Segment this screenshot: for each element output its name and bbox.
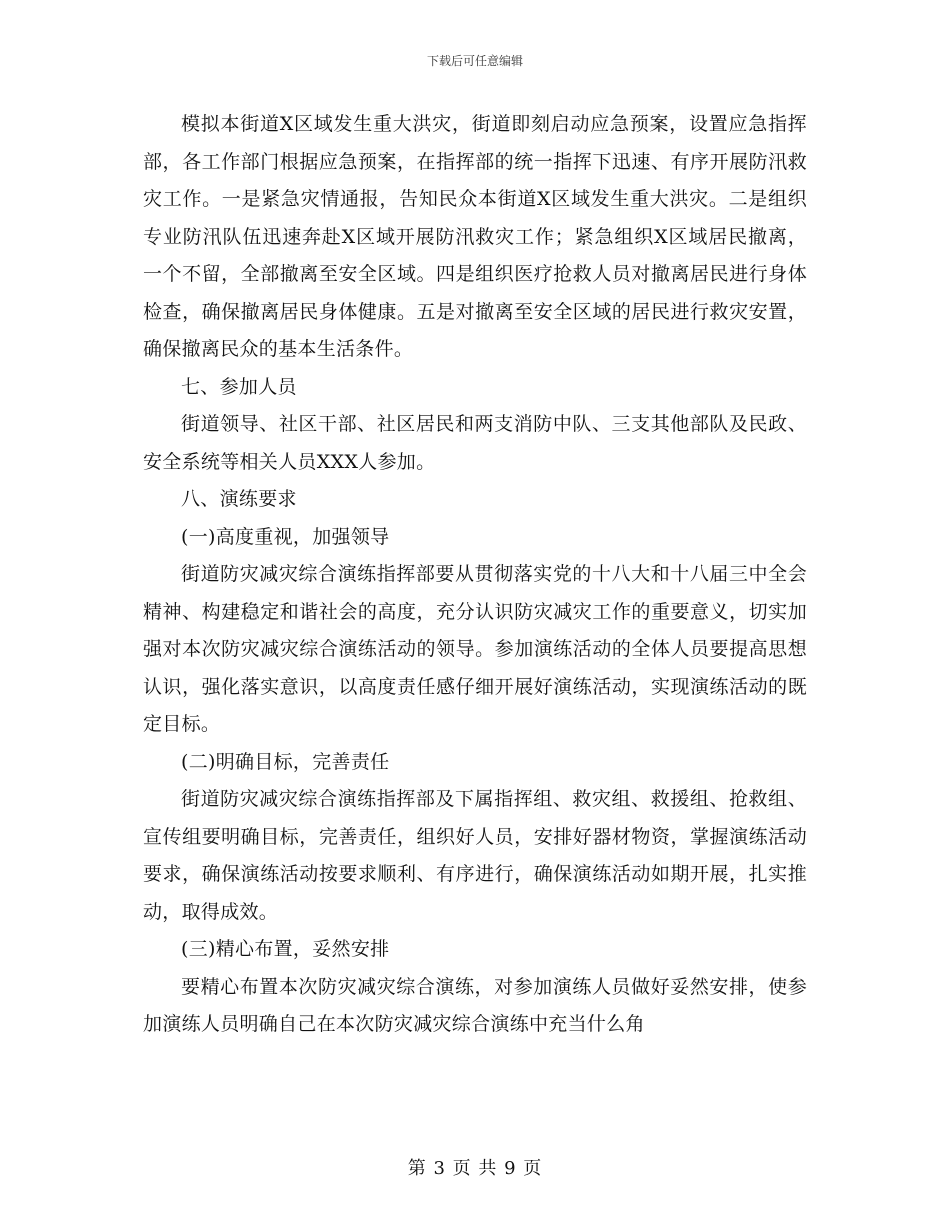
paragraph-leadership: 街道防灾减灾综合演练指挥部要从贯彻落实党的十八大和十八届三中全会精神、构建稳定和谐社会的高度，充分认识防灾减灾工作的重要意义，切实加强对本次防灾减灾综合演练活动的领导。参加演练活动的全体人员要提高思想认识，强化落实意识，以高度责任感仔细开展好演练活动，实现演练活动的既定目标。 — [143, 563, 807, 735]
paragraph-arrangement: 要精心布置本次防灾减灾综合演练，对参加演练人员做好妥然安排，使参加演练人员明确自己在本次防灾减灾综合演练中充当什么角 — [143, 975, 807, 1035]
page-header: 下载后可任意编辑 — [426, 54, 523, 68]
section-heading-requirements: 八、演练要求 — [181, 488, 297, 510]
document-body — [143, 106, 807, 1044]
page-number: 第 3 页 共 9 页 — [407, 1158, 543, 1179]
section-heading-participants: 七、参加人员 — [181, 375, 297, 398]
subheading-leadership: (一)高度重视，加强领导 — [181, 525, 390, 548]
subheading-arrangement: (三)精心布置，妥然安排 — [181, 938, 390, 960]
paragraph-responsibility: 街道防灾减灾综合演练指挥部及下属指挥组、救灾组、救援组、抢救组、宣传组要明确目标，完善责任，组织好人员，安排好器材物资，掌握演练活动要求，确保演练活动按要求顺利、有序进行，确保演练活动如期开展，扎实推动，取得成效。 — [143, 788, 807, 923]
subheading-responsibility: (二)明确目标，完善责任 — [181, 750, 390, 773]
paragraph-scenario: 模拟本街道X区域发生重大洪灾，街道即刻启动应急预案，设置应急指挥部，各工作部门根据应急预案，在指挥部的统一指挥下迅速、有序开展防汛救灾工作。一是紧急灾情通报，告知民众本街道X区域发生重大洪灾。二是组织专业防汛队伍迅速奔赴X区域开展防汛救灾工作；紧急组织X区域居民撤离，一个不留，全部撤离至安全区域。四是组织医疗抢救人员对撤离居民进行身体检查，确保撤离居民身体健康。五是对撤离至安全区域的居民进行救灾安置，确保撤离民众的基本生活条件。 — [143, 113, 807, 360]
paragraph-participants: 街道领导、社区干部、社区居民和两支消防中队、三支其他部队及民政、安全系统等相关人员XXX人参加。 — [143, 413, 807, 473]
